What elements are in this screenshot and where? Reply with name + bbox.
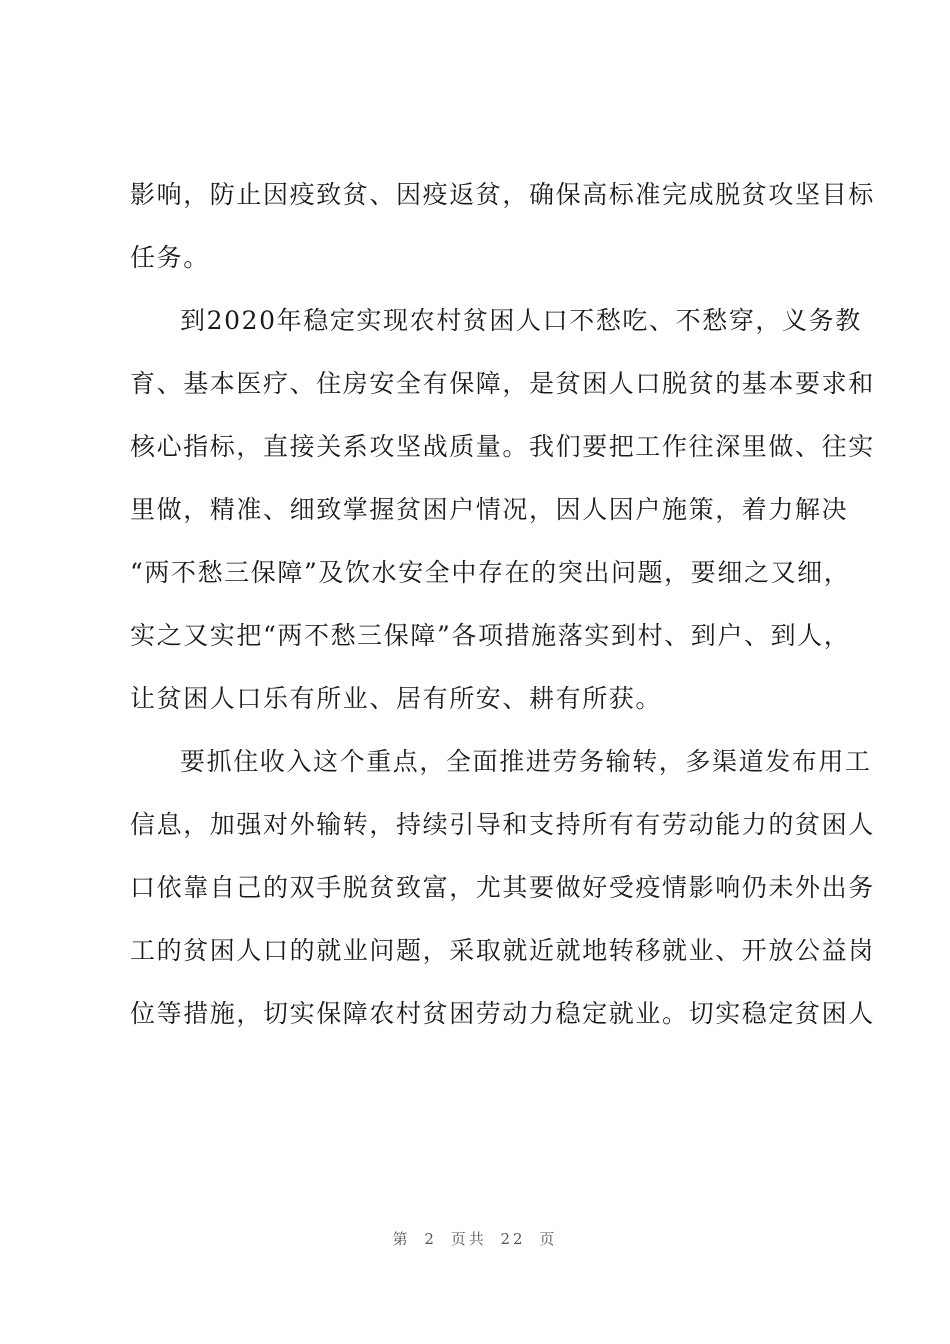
text-line: 任务。 [130,243,210,272]
paragraph-start-line: 到2020年稳定实现农村贫困人口不愁吃、不愁穿，义务教 [180,306,862,335]
paragraph-start-line: 要抓住收入这个重点，全面推进劳务输转，多渠道发布用工 [180,747,872,776]
text-line: 口依靠自己的双手脱贫致富，尤其要做好受疫情影响仍未外出务 [130,873,875,902]
text-line: 实之又实把“两不愁三保障”各项措施落实到村、到户、到人， [130,621,851,650]
text-line: 让贫困人口乐有所业、居有所安、耕有所获。 [130,684,663,713]
text-line: 核心指标，直接关系攻坚战质量。我们要把工作往深里做、往实 [130,432,875,461]
text-line: 信息，加强对外输转，持续引导和支持所有有劳动能力的贫困人 [130,810,875,839]
text-line: 影响，防止因疫致贫、因疫返贫，确保高标准完成脱贫攻坚目标 [130,180,875,209]
text-line: 里做，精准、细致掌握贫困户情况，因人因户施策，着力解决 [130,495,849,524]
text-line: “两不愁三保障”及饮水安全中存在的突出问题，要细之又细， [130,558,851,587]
page-number-footer: 第 2 页共 22 页 [392,1230,558,1248]
text-line: 位等措施，切实保障农村贫困劳动力稳定就业。切实稳定贫困人 [130,999,875,1028]
text-line: 育、基本医疗、住房安全有保障，是贫困人口脱贫的基本要求和 [130,369,875,398]
text-line: 工的贫困人口的就业问题，采取就近就地转移就业、开放公益岗 [130,936,875,965]
body-text [130,174,875,1056]
